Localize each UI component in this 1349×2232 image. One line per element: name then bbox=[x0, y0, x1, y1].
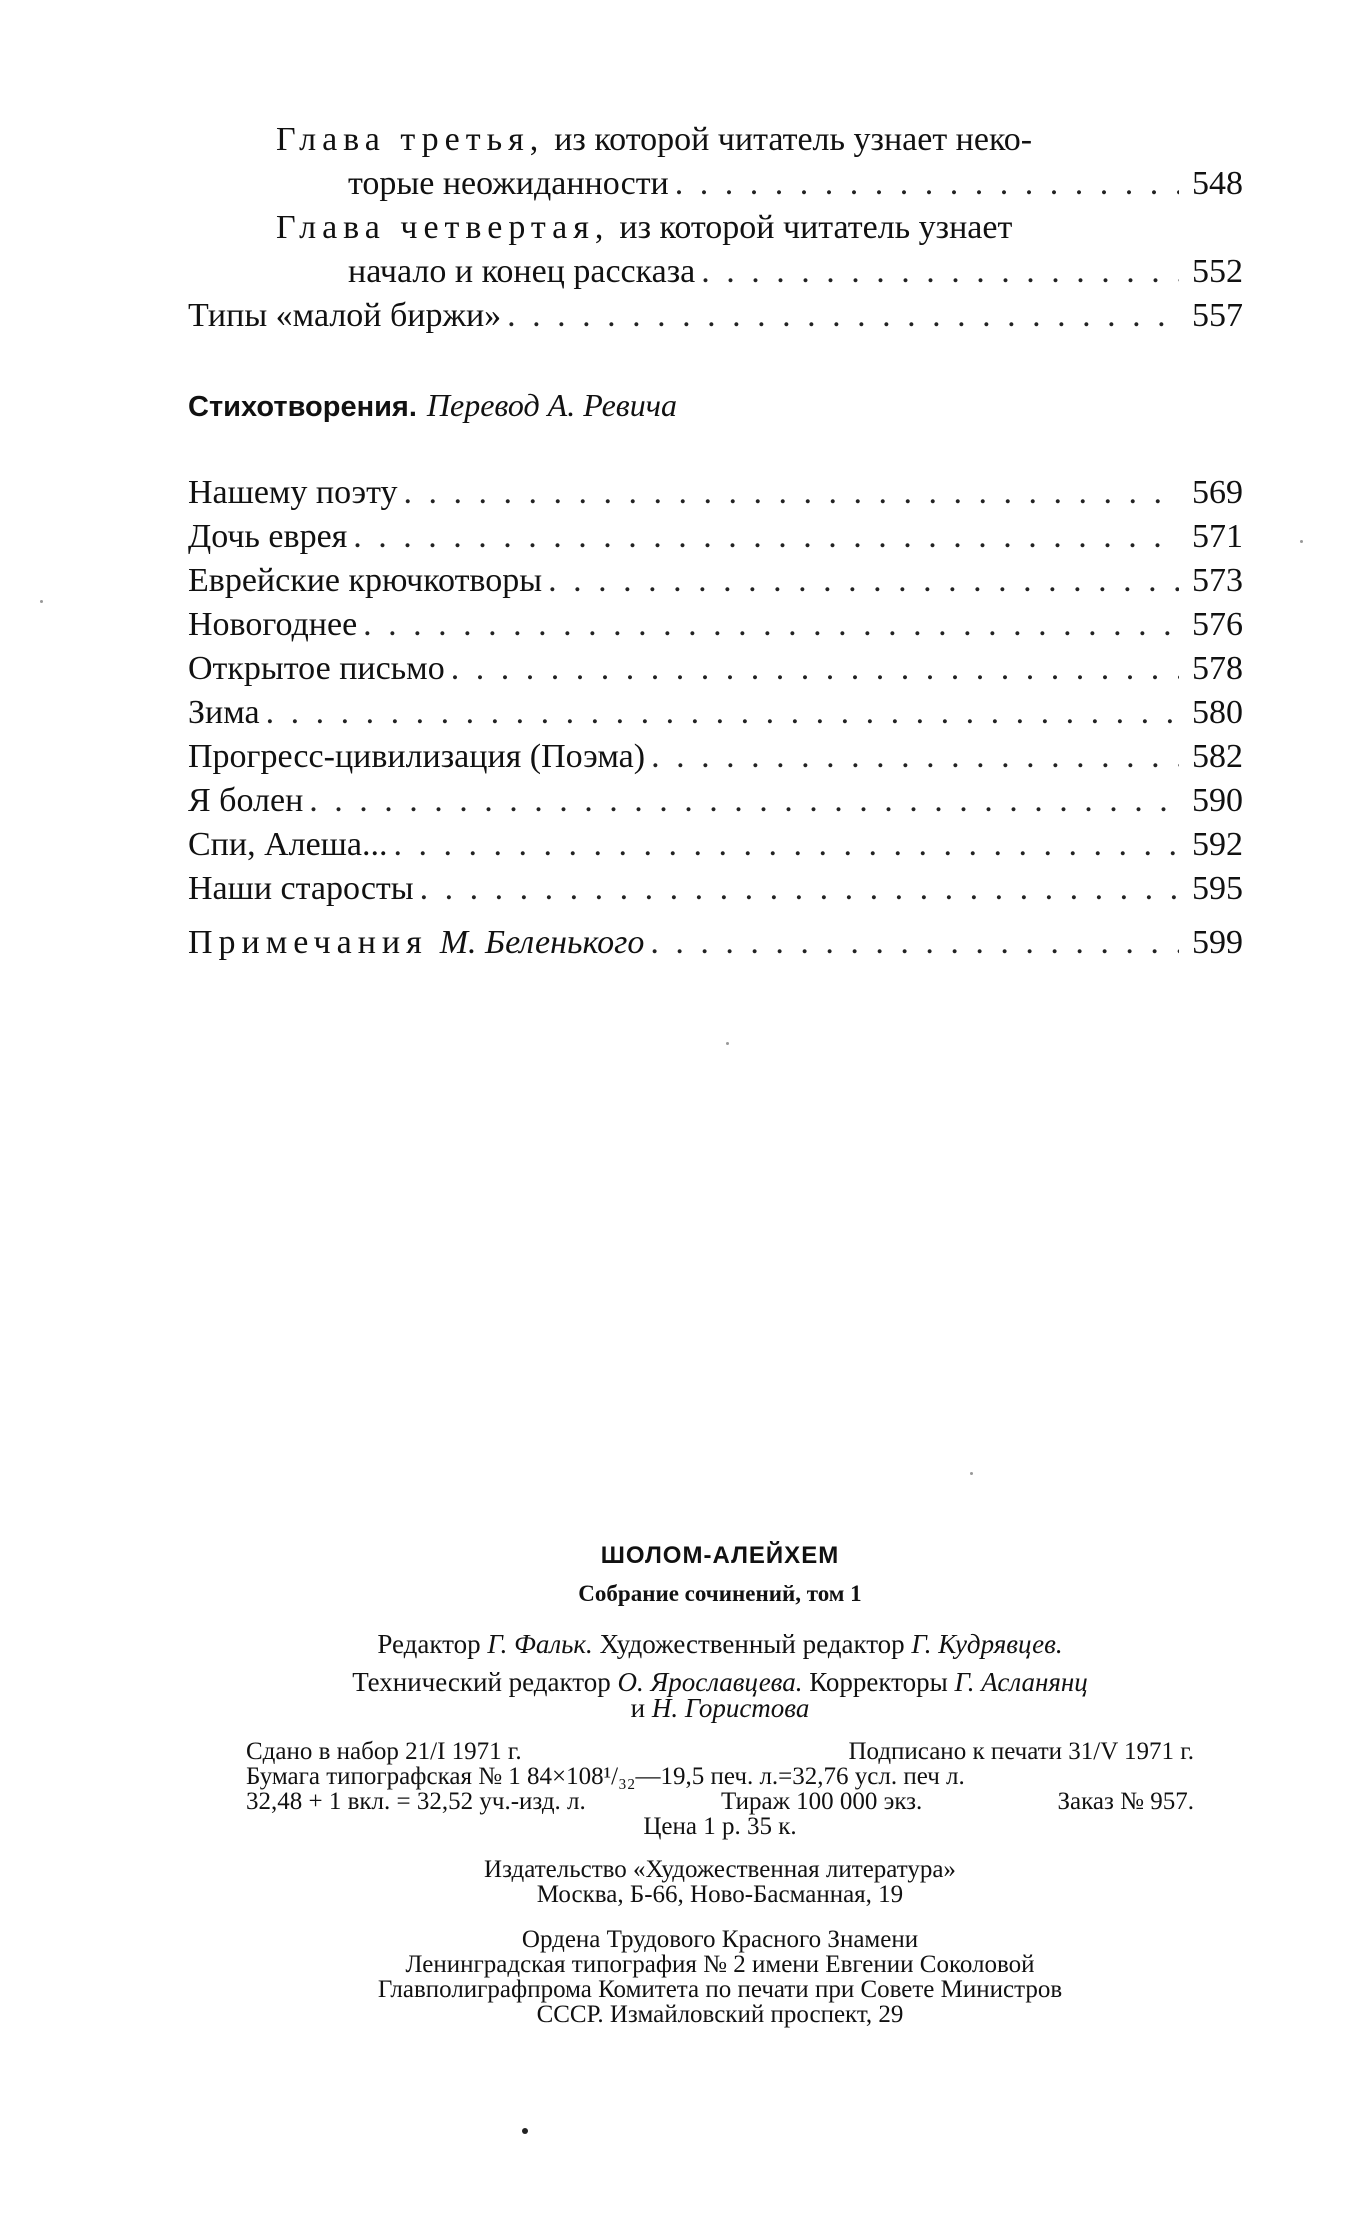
art-editor-name: Г. Кудрявцев. bbox=[911, 1629, 1063, 1659]
list-item bbox=[188, 647, 1243, 691]
chapter-4-spaced-title: Глава четвертая, bbox=[276, 209, 610, 246]
order-number: Заказ № 957. bbox=[1057, 1788, 1194, 1815]
colophon-volume: Собрание сочинений, том 1 bbox=[578, 1581, 862, 1606]
poems-list bbox=[188, 471, 1243, 911]
scan-speck bbox=[1300, 540, 1303, 543]
list-item bbox=[188, 823, 1243, 867]
dot-leader bbox=[420, 867, 1179, 911]
poems-section-heading bbox=[188, 387, 677, 424]
toc-entry-chapter-4 bbox=[188, 206, 1243, 294]
list-item bbox=[188, 691, 1243, 735]
notes-author: М. Беленького bbox=[439, 924, 645, 961]
printer-line-1: Ордена Трудового Красного Знамени bbox=[521, 1926, 919, 1953]
chapter-4-title-line2: начало и конец рассказа bbox=[348, 253, 696, 290]
dot-leader bbox=[507, 294, 1179, 338]
dot-leader bbox=[651, 735, 1179, 779]
list-item bbox=[188, 471, 1243, 515]
list-item bbox=[188, 603, 1243, 647]
poem-page-number: 571 bbox=[1192, 518, 1243, 555]
poem-title: Новогоднее bbox=[188, 606, 358, 643]
poem-page-number: 580 bbox=[1192, 694, 1243, 731]
publisher-block bbox=[240, 1857, 1200, 1907]
poems-translator: Перевод А. Ревича bbox=[426, 387, 677, 423]
editor-label: Редактор bbox=[377, 1629, 481, 1659]
editor-name: Г. Фальк. bbox=[487, 1629, 593, 1659]
dot-leader bbox=[266, 691, 1179, 735]
list-item bbox=[188, 867, 1243, 911]
dot-leader bbox=[548, 559, 1179, 603]
poem-title: Спи, Алеша... bbox=[188, 826, 388, 863]
chapter-4-title-line1: из которой читатель узнает bbox=[619, 209, 1013, 246]
proofreaders-label: Корректоры bbox=[809, 1667, 948, 1697]
sent-to-set: Сдано в набор 21/I 1971 г. bbox=[246, 1738, 522, 1765]
poem-title: Открытое письмо bbox=[188, 650, 445, 687]
proofreader-1: Г. Асланянц bbox=[954, 1667, 1088, 1697]
dot-leader bbox=[353, 515, 1179, 559]
notes-spaced-title: Примечания bbox=[188, 924, 428, 961]
list-item bbox=[188, 779, 1243, 823]
dot-leader bbox=[650, 921, 1179, 965]
chapter-3-page-number: 548 bbox=[1192, 165, 1243, 202]
poem-title: Дочь еврея bbox=[188, 518, 348, 555]
poem-page-number: 595 bbox=[1192, 870, 1243, 907]
dot-leader bbox=[393, 823, 1179, 867]
list-item bbox=[188, 735, 1243, 779]
imprint-paper bbox=[240, 1764, 1200, 1789]
tech-editor-label: Технический редактор bbox=[352, 1667, 611, 1697]
types-page-number: 557 bbox=[1192, 297, 1243, 334]
chapter-3-spaced-title: Глава третья, bbox=[276, 121, 545, 158]
poem-title: Зима bbox=[188, 694, 260, 731]
sheets-count: 32,48 + 1 вкл. = 32,52 уч.-изд. л. bbox=[246, 1788, 586, 1815]
poem-page-number: 576 bbox=[1192, 606, 1243, 643]
poem-page-number: 578 bbox=[1192, 650, 1243, 687]
scan-speck bbox=[40, 600, 43, 603]
dot-leader bbox=[675, 162, 1179, 206]
signed-for-print: Подписано к печати 31/V 1971 г. bbox=[848, 1738, 1194, 1765]
poem-title: Наши старосты bbox=[188, 870, 414, 907]
editor-line bbox=[240, 1629, 1200, 1659]
printer-block bbox=[240, 1927, 1200, 2027]
chapter-3-title-line2: торые неожиданности bbox=[348, 165, 669, 202]
colophon bbox=[240, 1543, 1200, 2027]
toc-entry-chapter-3 bbox=[188, 118, 1243, 206]
scan-speck bbox=[970, 1472, 973, 1475]
poem-title: Еврейские крючкотворы bbox=[188, 562, 543, 599]
types-title: Типы «малой биржи» bbox=[188, 297, 502, 334]
imprint-dates bbox=[240, 1739, 1200, 1764]
poem-page-number: 573 bbox=[1192, 562, 1243, 599]
chapter-4-page-number: 552 bbox=[1192, 253, 1243, 290]
paper-spec: Бумага типографская № 1 84×108¹/₃₂—19,5 печ. л.=32,76 усл. печ л. bbox=[246, 1763, 965, 1790]
tech-editor-name: О. Ярославцева. bbox=[617, 1667, 803, 1697]
poem-page-number: 590 bbox=[1192, 782, 1243, 819]
imprint-block bbox=[240, 1739, 1200, 1839]
and-word: и bbox=[630, 1693, 646, 1723]
dot-leader bbox=[404, 471, 1179, 515]
dot-leader bbox=[701, 250, 1179, 294]
printer-line-4: СССР. Измайловский проспект, 29 bbox=[536, 2001, 904, 2028]
list-item bbox=[188, 559, 1243, 603]
notes-page-number: 599 bbox=[1192, 924, 1243, 961]
dot-leader bbox=[451, 647, 1179, 691]
imprint-price bbox=[240, 1814, 1200, 1839]
chapter-3-title-line1: из которой читатель узнает неко- bbox=[554, 121, 1033, 158]
toc-entry-notes bbox=[188, 921, 1243, 965]
printer-line-2: Ленинградская типография № 2 имени Евгении Соколовой bbox=[405, 1951, 1035, 1978]
proofreader-line-2 bbox=[240, 1693, 1200, 1723]
price: Цена 1 р. 35 к. bbox=[643, 1813, 797, 1840]
toc-entry-types bbox=[188, 294, 1243, 338]
poem-title: Прогресс-цивилизация (Поэма) bbox=[188, 738, 646, 775]
poem-page-number: 582 bbox=[1192, 738, 1243, 775]
scan-speck bbox=[726, 1042, 729, 1045]
poem-title: Нашему поэту bbox=[188, 474, 398, 511]
colophon-author: ШОЛОМ-АЛЕЙХЕМ bbox=[600, 1542, 840, 1569]
proofreader-2: Н. Гористова bbox=[651, 1693, 810, 1723]
poem-page-number: 569 bbox=[1192, 474, 1243, 511]
imprint-run bbox=[240, 1789, 1200, 1814]
printer-line-3: Главполиграфпрома Комитета по печати при Совете Министров bbox=[377, 1976, 1063, 2003]
publisher-address: Москва, Б-66, Ново-Басманная, 19 bbox=[536, 1881, 904, 1908]
scan-speck bbox=[522, 2128, 528, 2134]
poems-heading-label: Стихотворения. bbox=[188, 391, 417, 423]
poem-page-number: 592 bbox=[1192, 826, 1243, 863]
dot-leader bbox=[363, 603, 1179, 647]
list-item bbox=[188, 515, 1243, 559]
dot-leader bbox=[309, 779, 1179, 823]
publisher-name: Издательство «Художественная литература» bbox=[484, 1856, 956, 1883]
art-editor-label: Художественный редактор bbox=[599, 1629, 905, 1659]
poem-title: Я болен bbox=[188, 782, 304, 819]
print-run: Тираж 100 000 экз. bbox=[720, 1788, 923, 1815]
